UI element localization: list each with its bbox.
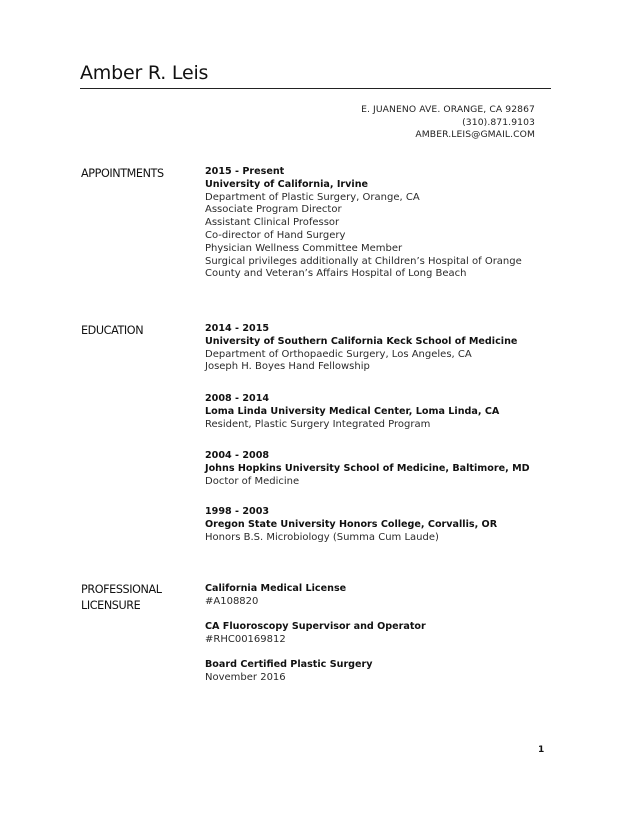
education-date: 2014 - 2015 (205, 323, 270, 334)
section-label-line: LICENSURE (81, 599, 141, 612)
education-institution: University of Southern California Keck School of Medicine (205, 335, 518, 347)
appointment-line: Surgical privileges additionally at Children’s Hospital of Orange (205, 255, 522, 267)
license-title: California Medical License (205, 583, 347, 594)
page-number: 1 (538, 745, 545, 755)
license-detail: #A108820 (205, 595, 259, 607)
header-divider (80, 88, 551, 89)
contact-email[interactable]: AMBER.LEIS@GMAIL.COM (415, 129, 535, 140)
education-line: Joseph H. Boyes Hand Fellowship (205, 361, 370, 373)
section-label-education: EDUCATION (81, 324, 144, 337)
license-entry (205, 621, 555, 647)
education-line: Honors B.S. Microbiology (Summa Cum Laude) (205, 531, 439, 543)
appointment-line: Department of Plastic Surgery, Orange, CA (205, 191, 420, 203)
education-entry (205, 506, 555, 544)
education-entry (205, 323, 555, 374)
section-label-line: PROFESSIONAL (81, 583, 162, 596)
education-entry (205, 393, 555, 431)
education-line: Department of Orthopaedic Surgery, Los Angeles, CA (205, 348, 472, 360)
education-date: 1998 - 2003 (205, 506, 270, 517)
education-institution: Oregon State University Honors College, Corvallis, OR (205, 518, 498, 530)
license-entry (205, 659, 555, 685)
education-line: Resident, Plastic Surgery Integrated Program (205, 418, 431, 430)
appointment-line: County and Veteran’s Affairs Hospital of Long Beach (205, 268, 467, 280)
candidate-name: Amber R. Leis (80, 62, 209, 84)
license-detail: #RHC00169812 (205, 633, 286, 645)
contact-block (361, 104, 535, 142)
license-title: Board Certified Plastic Surgery (205, 659, 373, 670)
appointment-date: 2015 - Present (205, 166, 285, 177)
contact-phone: (310).871.9103 (462, 116, 535, 128)
appointment-line: Physician Wellness Committee Member (205, 242, 403, 254)
appointment-entry (205, 166, 555, 281)
appointment-line: Associate Program Director (205, 204, 342, 216)
section-label-licensure (81, 582, 162, 614)
education-line: Doctor of Medicine (205, 475, 300, 487)
license-title: CA Fluoroscopy Supervisor and Operator (205, 621, 426, 632)
education-date: 2008 - 2014 (205, 393, 270, 404)
section-label-appointments: APPOINTMENTS (81, 167, 164, 180)
license-detail: November 2016 (205, 671, 286, 683)
appointment-line: Assistant Clinical Professor (205, 217, 340, 229)
appointment-institution: University of California, Irvine (205, 178, 369, 190)
education-institution: Loma Linda University Medical Center, Loma Linda, CA (205, 405, 500, 417)
education-date: 2004 - 2008 (205, 450, 270, 461)
education-entry (205, 450, 555, 488)
license-entry (205, 583, 555, 609)
appointment-line: Co-director of Hand Surgery (205, 229, 346, 241)
education-institution: Johns Hopkins University School of Medicine, Baltimore, MD (205, 462, 530, 474)
contact-address: E. JUANENO AVE. ORANGE, CA 92867 (361, 104, 535, 115)
